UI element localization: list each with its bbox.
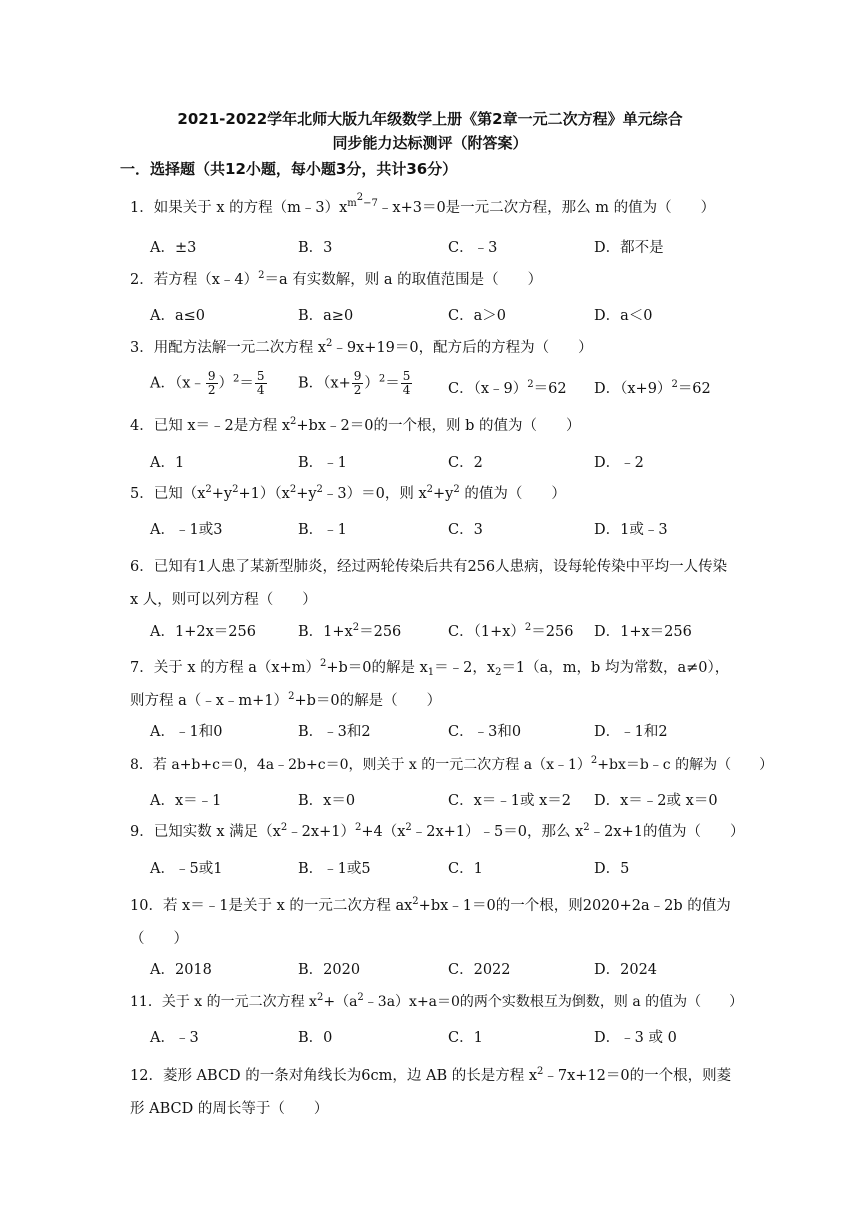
option-c: C．﹣3 [448, 240, 498, 256]
option-b: B．﹣1 [298, 522, 347, 538]
option-d: D．﹣1和2 [594, 724, 668, 740]
question-12: 12．菱形 ABCD 的一条对角线长为6cm，边 AB 的长是方程 $x^2﹣7x+12=0$的一个根，则菱形 ABCD 的周长等于（ ） [130, 1066, 732, 1117]
question-1: 1．如果关于 x 的方程$(m﹣3)x^{m^2-7}﹣x+3=0$是一元二次方程，那么 m 的值为（ ） [130, 192, 716, 216]
option-a: A．﹣1和0 [150, 724, 223, 740]
question-4: 4．已知 x＝﹣2是方程 $x^2+bx﹣2=0$的一个根，则 b 的值为（ ） [130, 416, 581, 434]
option-a: A．x＝﹣1 [150, 793, 222, 809]
option-d: D．x＝﹣2或 x＝0 [594, 793, 718, 809]
question-8: 8．若 a+b+c＝0，4a﹣2b+c＝0，则关于 x 的一元二次方程 a（x﹣1）$^2$+bx＝b﹣c 的解为（ ） [130, 755, 774, 773]
option-a: A．﹣3 [150, 1030, 199, 1046]
option-b: B．x＝0 [298, 793, 356, 809]
option-c: C．a＞0 [448, 308, 506, 324]
document-title: 2021-2022学年北师大版九年级数学上册《第2章一元二次方程》单元综合 [177, 110, 683, 128]
option-a: A．2018 [150, 962, 212, 978]
document-subtitle: 同步能力达标测评（附答案） [332, 134, 528, 152]
option-b: B．0 [298, 1030, 333, 1046]
option-b: B．a≥0 [298, 308, 354, 324]
option-c: C．2 [448, 455, 483, 471]
option-d: D．2024 [594, 962, 658, 978]
question-9: 9．已知实数 x 满足$(x^2﹣2x+1)^2+4(x^2﹣2x+1)﹣5=0$，那么 $x^2﹣2x+1$的值为（ ） [130, 822, 745, 840]
question-6: 6．已知有1人患了某新型肺炎，经过两轮传染后共有256人患病，设每轮传染中平均一人传染 x 人，则可以列方程（ ） [130, 559, 728, 608]
option-c: C．2022 [448, 962, 511, 978]
option-a: A．（x﹣ $\frac{9}{2}$ ）$^2$＝ $\frac{5}{4}$ [150, 369, 265, 397]
option-d: D．1或﹣3 [594, 522, 668, 538]
option-d: D．1+x＝256 [594, 624, 692, 640]
option-b: B．﹣3和2 [298, 724, 371, 740]
question-5: 5．已知$(x^2+y^2+1)(x^2+y^2﹣3)=0$，则 $x^2+y^2$ 的值为（ ） [130, 484, 566, 502]
question-2: 2．若方程（x﹣4）$^2$＝a 有实数解，则 a 的取值范围是（ ） [130, 270, 543, 288]
option-a: A．a≤0 [150, 308, 205, 324]
section-heading: 一．选择题（共12小题，每小题3分，共计36分） [120, 160, 458, 178]
question-7: 7．关于 x 的方程 $a(x+m)^2+b=0$的解是 $x_1=﹣2$，$x_2=1(a$，m，b 均为常数，a≠0），则方程 a（﹣x﹣m+1）$^2$+b＝0的解是（ ） [130, 658, 730, 709]
option-a: A．1 [150, 455, 185, 471]
option-d: D．都不是 [594, 240, 664, 256]
option-b: B．﹣1或5 [298, 861, 371, 877]
option-d: D．$(x+9)^2=62$ [594, 379, 711, 397]
option-c: C．﹣3和0 [448, 724, 522, 740]
question-10: 10．若 x＝﹣1是关于 x 的一元二次方程 $ax^2+bx﹣1=0$的一个根，则2020+2a﹣2b 的值为（ ） [130, 896, 731, 947]
option-b: B．$1+x^2=256$ [298, 622, 402, 640]
option-a: A．1+2x＝256 [150, 624, 256, 640]
option-c: C．1 [448, 1030, 483, 1046]
option-b: B．﹣1 [298, 455, 347, 471]
option-a: A．±3 [150, 240, 197, 256]
option-c: C．3 [448, 522, 483, 538]
option-b: B．（x+ $\frac{9}{2}$ ）$^2$＝ $\frac{5}{4}$ [298, 369, 411, 397]
option-a: A．﹣5或1 [150, 861, 223, 877]
option-c: C．x＝﹣1或 x＝2 [448, 793, 572, 809]
option-d: D．﹣2 [594, 455, 644, 471]
option-d: D．﹣3 或 0 [594, 1030, 677, 1046]
option-d: D．5 [594, 861, 630, 877]
option-c: C．$(1+x)^2=256$ [448, 622, 574, 640]
option-d: D．a＜0 [594, 308, 653, 324]
option-b: B．2020 [298, 962, 361, 978]
option-c: C．（x﹣9）$^2$＝62 [448, 379, 567, 397]
option-a: A．﹣1或3 [150, 522, 223, 538]
option-b: B．3 [298, 240, 333, 256]
question-3: 3．用配方法解一元二次方程 $x^2﹣9x+19=0$，配方后的方程为（ ） [130, 338, 593, 356]
option-c: C．1 [448, 861, 483, 877]
question-11: 11．关于 x 的一元二次方程 $x^2+(a^2﹣3a)x+a=0$的两个实数根互为倒数，则 a 的值为（ ） [130, 992, 744, 1010]
